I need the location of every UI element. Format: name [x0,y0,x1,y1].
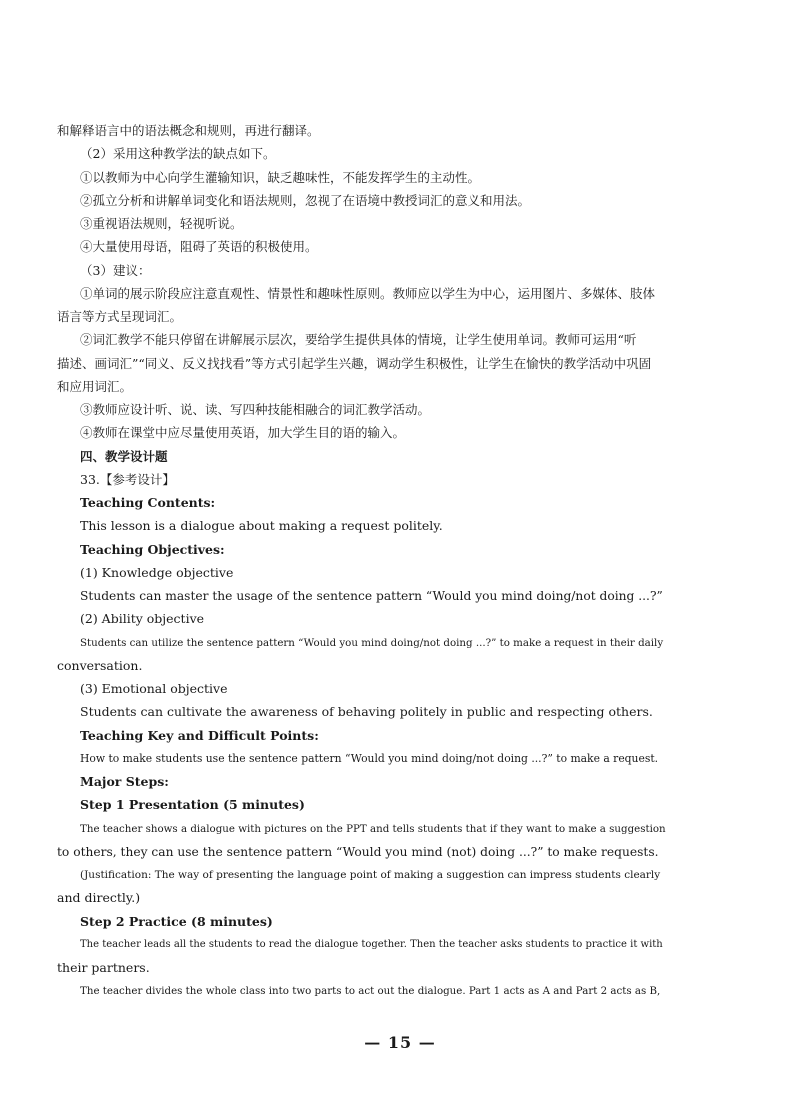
text-line: (1) Knowledge objective [80,565,234,580]
text-line: 和应用词汇。 [57,379,133,394]
text-line: （2）采用这种教学法的缺点如下。 [80,146,276,161]
text-line: Students can utilize the sentence pattern “Would you mind doing/not doing ...?” to make a request in their daily [80,637,664,649]
text-line: （3）建议： [80,263,151,278]
text-line: ①以教师为中心向学生灌输知识，缺乏趣味性，不能发挥学生的主动性。 [80,170,481,185]
text-line: (2) Ability objective [80,611,205,626]
text-line: conversation. [57,658,143,673]
heading-key-difficult-points: Teaching Key and Difficult Points: [80,728,319,743]
text-line: Students can cultivate the awareness of behaving politely in public and respecting others. [80,704,653,719]
question-label: 33.【参考设计】 [80,472,175,487]
text-line: How to make students use the sentence pattern “Would you mind doing/not doing ...?” to make a request. [80,752,659,765]
text-line: their partners. [57,960,150,975]
text-line: ①单词的展示阶段应注意直观性、情景性和趣味性原则。教师应以学生为中心，运用图片、多媒体、肢体 [80,286,656,301]
text-line: The teacher leads all the students to read the dialogue together. Then the teacher asks students to practice it with [80,939,663,950]
heading-teaching-contents: Teaching Contents: [80,495,216,510]
text-line: 和解释语言中的语法概念和规则，再进行翻译。 [57,123,320,138]
text-line: 描述、画词汇”“同义、反义找找看”等方式引起学生兴趣，调动学生积极性，让学生在愉快的教学活动中巩固 [57,356,652,371]
text-line: (Justification: The way of presenting the language point of making a suggestion can impress students clearly [80,869,661,881]
text-line: ③教师应设计听、说、读、写四种技能相融合的词汇教学活动。 [80,402,431,417]
text-line: The teacher shows a dialogue with pictures on the PPT and tells students that if they want to make a suggestion [80,823,666,835]
text-line: (3) Emotional objective [80,681,228,696]
text-line: The teacher divides the whole class into two parts to act out the dialogue. Part 1 acts as A and Part 2 acts as B, [80,985,661,997]
heading-step-2: Step 2 Practice (8 minutes) [80,914,273,929]
section-heading: 四、教学设计题 [80,449,168,464]
page-number: — 15 — [364,1033,436,1052]
text-line: ④教师在课堂中应尽量使用英语，加大学生目的语的输入。 [80,425,406,440]
text-line: ③重视语法规则，轻视听说。 [80,216,243,231]
text-line: to others, they can use the sentence pattern “Would you mind (not) doing ...?” to make requests. [57,845,659,859]
heading-major-steps: Major Steps: [80,774,169,789]
text-line: 语言等方式呈现词汇。 [57,309,183,324]
heading-teaching-objectives: Teaching Objectives: [80,542,225,557]
text-line: ②词汇教学不能只停留在讲解展示层次，要给学生提供具体的情境，让学生使用单词。教师可运用“听 [80,332,637,347]
heading-step-1: Step 1 Presentation (5 minutes) [80,797,305,812]
text-line: Students can master the usage of the sentence pattern “Would you mind doing/not doing ...?” [80,589,663,603]
text-line: ④大量使用母语，阻碍了英语的积极使用。 [80,239,318,254]
text-line: and directly.) [57,890,141,905]
text-line: ②孤立分析和讲解单词变化和语法规则，忽视了在语境中教授词汇的意义和用法。 [80,193,531,208]
text-line: This lesson is a dialogue about making a request politely. [80,518,443,533]
